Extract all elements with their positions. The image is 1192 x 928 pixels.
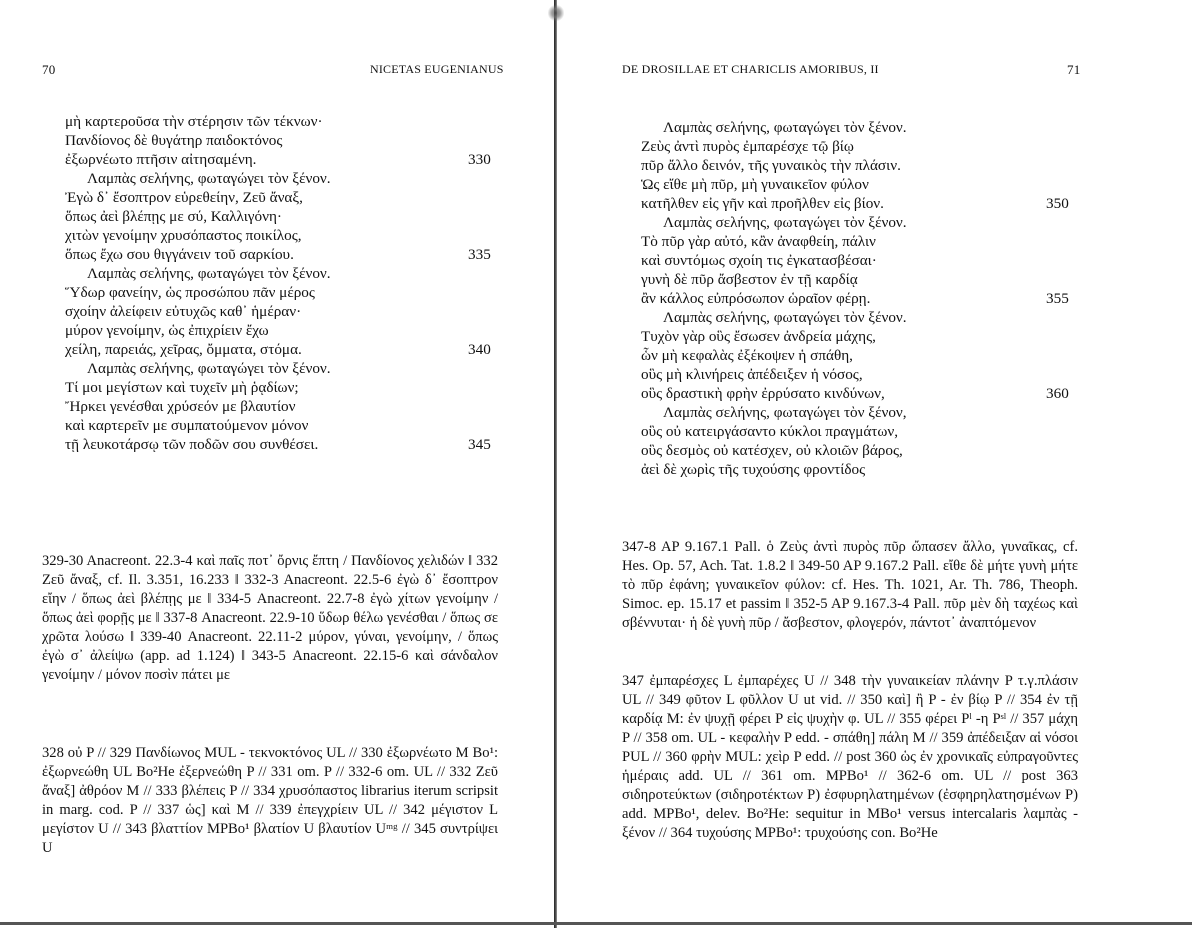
line-number: 355: [1046, 290, 1069, 307]
verse-line: [641, 194, 1073, 213]
verse-line: [641, 175, 1073, 194]
left-page: [0, 0, 556, 928]
verse-text: μύρον γενοίμην, ὡς ἐπιχρίειν ἔχω: [65, 322, 269, 339]
verse-line: [641, 346, 1073, 365]
verse-text: καὶ συντόμως σχοίη τις ἐγκατασβέσαι·: [641, 252, 877, 269]
verse-line: [65, 340, 495, 359]
verse-line: [641, 156, 1073, 175]
verse-text: Τυχὸν γὰρ οὓς ἔσωσεν ἀνδρεία μάχης,: [641, 328, 876, 345]
verse-text: Λαμπὰς σελήνης, φωταγώγει τὸν ξένον.: [663, 119, 907, 136]
verse-text: Ἐγὼ δ᾽ ἔσοπτρον εὑρεθείην, Ζεῦ ἄναξ,: [65, 189, 303, 206]
line-number: 360: [1046, 385, 1069, 402]
verse-line: [65, 264, 495, 283]
verse-line: [65, 207, 495, 226]
verse-text: Λαμπὰς σελήνης, φωταγώγει τὸν ξένον.: [87, 360, 331, 377]
verse-text: πῦρ ἄλλο δεινόν, τῆς γυναικὸς τὴν πλάσιν.: [641, 157, 901, 174]
verse-line: [641, 118, 1073, 137]
verse-text: οὓς δραστικὴ φρὴν ἐρρύσατο κινδύνων,: [641, 385, 885, 402]
verse-line: [65, 321, 495, 340]
verse-line: [65, 283, 495, 302]
verse-line: [641, 422, 1073, 441]
book-spine: [554, 0, 557, 928]
verse-text: Λαμπὰς σελήνης, φωταγώγει τὸν ξένον.: [87, 170, 331, 187]
verse-text: χείλη, παρειάς, χεῖρας, ὄμματα, στόμα.: [65, 341, 302, 358]
verse-text: χιτὼν γενοίμην χρυσόπαστος ποικίλος,: [65, 227, 302, 244]
verse-text: Τί μοι μεγίστων καὶ τυχεῖν μὴ ῥᾳδίων;: [65, 379, 299, 396]
verse-line: [641, 384, 1073, 403]
line-number: 340: [468, 341, 491, 358]
verse-text: οὓς δεσμὸς οὐ κατέσχεν, οὐ κλοιῶν βάρος,: [641, 442, 903, 459]
verse-text: ἂν κάλλος εὐπρόσωπον ὡραῖον φέρῃ.: [641, 290, 871, 307]
verse-text: Πανδίονος δὲ θυγάτηρ παιδοκτόνος: [65, 132, 283, 149]
sources-apparatus-text: 329-30 Anacreont. 22.3-4 καὶ παῖς ποτ᾽ ὄρνις ἔπτη / Πανδίονος χελιδών ‖ 332 Ζεῦ ἄναξ, cf. Il. 3.351, 16.233 ‖ 332-3 Anacreont. 22.5-6 ἐγὼ δ᾽ ἔσοπτρον εἴην / ὅπως ἀεὶ βλέπῃς με ‖ 334-5 Anacreont. 22.7-8 ἐγὼ χίτων γενοίμην / ὅπως ἀεὶ φορῇς με ‖ 337-8 Anacreont. 22.9-10 ὕδωρ θέλω γενέσθαι / ὅπως σε χρῶτα λούσω ‖ 339-40 Anacreont. 22.11-2 μύρον, γύναι, γενοίμην, / ὅπως ἐγὼ σ᾽ ἀλείψω (app. ad 1.124) ‖ 343-5 Anacreont. 22.15-6 καὶ σάνδαλον γενοίμην / μόνον ποσὶν πάτει με: [42, 553, 498, 683]
verse-line: [641, 327, 1073, 346]
verse-text: κατῆλθεν εἰς γῆν καὶ προῆλθεν εἰς βίον.: [641, 195, 884, 212]
critical-apparatus-text: 328 οὐ P // 329 Πανδίωνος MUL - τεκνοκτόνος UL // 330 ἐξωρνέωτο M Bo¹: ἐξωρνεώθη UL Bo²He ἐξερνεώθη P // 331 om. P // 332-6 om. UL // 332 Ζεῦ ἄναξ] ἀθρόον M // 333 βλέπεις P // 334 χρυσόπαστος librarius iterum scripsit in marg. cod. P // 337 ὡς] καὶ M // 339 ἐπεγχρίειν UL // 342 μέγιστον L μεγίστον U // 343 βλαττίον MPBo¹ βλατίον U βλαυτίον Uᵐᵍ // 345 συντρίψει U: [42, 745, 498, 856]
right-page: [560, 0, 1192, 928]
poem-text: [65, 112, 495, 454]
line-number: 350: [1046, 195, 1069, 212]
verse-line: [641, 365, 1073, 384]
verse-line: [641, 441, 1073, 460]
running-head: DE DROSILLAE ET CHARICLIS AMORIBUS, II: [622, 62, 879, 76]
poem-text: [641, 118, 1073, 479]
line-number: 345: [468, 436, 491, 453]
critical-apparatus: [622, 672, 1078, 843]
verse-line: [65, 416, 495, 435]
verse-text: σχοίην ἀλείφειν εὐτυχῶς καθ᾽ ἡμέραν·: [65, 303, 302, 320]
verse-text: Ζεὺς ἀντὶ πυρὸς ἐμπαρέσχε τῷ βίῳ: [641, 138, 854, 155]
critical-apparatus: [42, 744, 498, 858]
line-number: 330: [468, 151, 491, 168]
verse-line: [641, 308, 1073, 327]
verse-text: Λαμπὰς σελήνης, φωταγώγει τὸν ξένον.: [663, 214, 907, 231]
verse-line: [641, 251, 1073, 270]
sources-apparatus-text: 347-8 AP 9.167.1 Pall. ὁ Ζεὺς ἀντὶ πυρὸς πῦρ ὤπασεν ἄλλο, γυναῖκας, cf. Hes. Op. 57, Ach. Tat. 1.8.2 ‖ 349-50 AP 9.167.2 Pall. εἴθε δὲ μήτε γυνὴ μήτε τὸ πῦρ ἐφάνη; γυναικεῖον φύλον: cf. Hes. Th. 1021, Ar. Th. 786, Theoph. Simoc. ep. 15.17 et passim ‖ 352-5 AP 9.167.3-4 Pall. πῦρ μὲν δὴ ταχέως καὶ σβέννυται· ἡ δὲ γυνὴ πῦρ / ἄσβεστον, φλογερόν, πάντοτ᾽ ἀναπτόμενον: [622, 539, 1078, 631]
page-number: 70: [42, 62, 56, 77]
verse-line: [65, 226, 495, 245]
verse-line: [65, 131, 495, 150]
verse-line: [65, 112, 495, 131]
verse-text: Ὡς εἴθε μὴ πῦρ, μὴ γυναικεῖον φύλον: [641, 176, 869, 193]
verse-line: [65, 397, 495, 416]
verse-text: Λαμπὰς σελήνης, φωταγώγει τὸν ξένον,: [663, 404, 907, 421]
sources-apparatus: [42, 552, 498, 685]
verse-text: ὧν μὴ κεφαλὰς ἐξέκοψεν ἡ σπάθη,: [641, 347, 853, 364]
verse-line: [641, 213, 1073, 232]
verse-line: [65, 435, 495, 454]
verse-line: [641, 137, 1073, 156]
verse-text: ὅπως ἔχω σου θιγγάνειν τοῦ σαρκίου.: [65, 246, 294, 263]
verse-line: [641, 460, 1073, 479]
verse-text: τῇ λευκοτάρσῳ τῶν ποδῶν σου συνθέσει.: [65, 436, 319, 453]
bottom-edge: [0, 922, 1192, 925]
verse-text: Τὸ πῦρ γὰρ αὐτό, κἂν ἀναφθείη, πάλιν: [641, 233, 876, 250]
verse-text: ὅπως ἀεὶ βλέπῃς με σύ, Καλλιγόνη·: [65, 208, 282, 225]
line-number: 335: [468, 246, 491, 263]
verse-line: [641, 270, 1073, 289]
verse-text: Ἤρκει γενέσθαι χρύσεόν με βλαυτίον: [65, 398, 296, 415]
running-head: NICETAS EUGENIANUS: [370, 62, 504, 76]
verse-line: [65, 169, 495, 188]
critical-apparatus-text: 347 ἐμπαρέσχες L ἐμπαρέχες U // 348 τὴν γυναικείαν πλάνην P τ.γ.πλάσιν UL // 349 φῦτον L φῦλλον U ut vid. // 350 καὶ] ἢ P - ἐν βίῳ P // 354 ἐν τῇ καρδίᾳ M: ἐν ψυχῇ φέρει P εἰς ψυχὴν φ. UL // 355 φέρει Pˡ -η Pˢˡ // 357 μάχη P // 358 om. UL - κεφαλὴν P edd. - σπάθη] πάλη M // 359 ἀπέδειξαν αἱ νόσοι PUL // 360 φρὴν MUL: χεὶρ P edd. // post 360 ὡς ἐν χρονικαῖς εὐπραγοῦντες ἡμέραις add. UL // 361 om. MPBo¹ // 362-6 om. UL // post 363 σιδηροτεύκτων (σιδηροτέκτων P) ἐσφυρηλατημένων (ἐσφηρηλατησμένων P) add. MPBo¹, delev. Bo²He: sequitur in MBo¹ versus intercalaris λαμπὰς - ξένον // 364 τυχούσης MPBo¹: τρυχούσης con. Bo²He: [622, 673, 1078, 841]
sources-apparatus: [622, 538, 1078, 633]
verse-text: οὓς μὴ κλινήρεις ἀπέδειξεν ἡ νόσος,: [641, 366, 863, 383]
verse-text: ἀεὶ δὲ χωρὶς τῆς τυχούσης φροντίδος: [641, 461, 866, 478]
verse-text: Ὕδωρ φανείην, ὡς προσώπου πᾶν μέρος: [65, 284, 315, 301]
verse-text: καὶ καρτερεῖν με συμπατούμενον μόνον: [65, 417, 309, 434]
verse-line: [65, 245, 495, 264]
verse-line: [65, 302, 495, 321]
verse-line: [65, 188, 495, 207]
page-number: 71: [1067, 62, 1081, 77]
verse-line: [65, 150, 495, 169]
verse-line: [641, 232, 1073, 251]
verse-text: ἐξωρνέωτο πτῆσιν αἰτησαμένη.: [65, 151, 257, 168]
verse-text: μὴ καρτεροῦσα τὴν στέρησιν τῶν τέκνων·: [65, 113, 323, 130]
verse-text: γυνὴ δὲ πῦρ ἄσβεστον ἐν τῇ καρδίᾳ: [641, 271, 858, 288]
verse-line: [641, 403, 1073, 422]
verse-text: Λαμπὰς σελήνης, φωταγώγει τὸν ξένον.: [663, 309, 907, 326]
verse-text: Λαμπὰς σελήνης, φωταγώγει τὸν ξένον.: [87, 265, 331, 282]
verse-text: οὓς οὐ κατειργάσαντο κύκλοι πραγμάτων,: [641, 423, 899, 440]
verse-line: [65, 359, 495, 378]
verse-line: [65, 378, 495, 397]
verse-line: [641, 289, 1073, 308]
